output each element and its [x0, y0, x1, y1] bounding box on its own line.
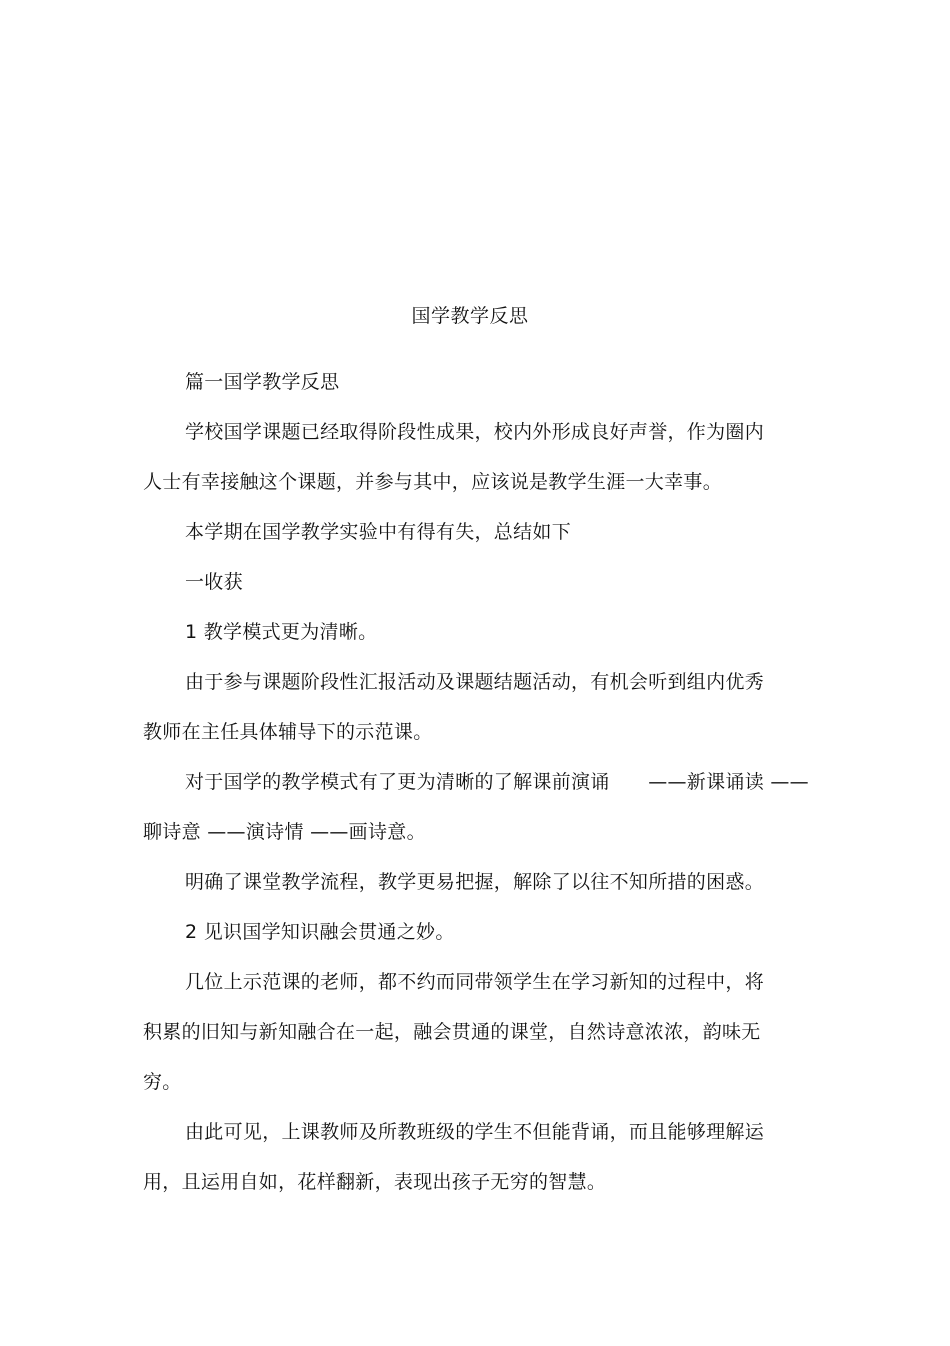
paragraph-line: 学校国学课题已经取得阶段性成果，校内外形成良好声誉，作为圈内 [185, 421, 765, 443]
subsection-heading: 一收获 [185, 571, 243, 593]
paragraph-line: 穷。 [143, 1071, 182, 1093]
paragraph-line: 教师在主任具体辅导下的示范课。 [143, 721, 433, 743]
document-title: 国学教学反思 [411, 305, 529, 327]
paragraph-line: 积累的旧知与新知融合在一起，融会贯通的课堂，自然诗意浓浓，韵味无 [143, 1021, 761, 1043]
paragraph-line: 对于国学的教学模式有了更为清晰的了解课前演诵 ——新课诵读 —— [185, 771, 809, 793]
paragraph-line: 几位上示范课的老师，都不约而同带领学生在学习新知的过程中，将 [185, 971, 765, 993]
paragraph-line: 由于参与课题阶段性汇报活动及课题结题活动，有机会听到组内优秀 [185, 671, 765, 693]
paragraph-line: 人士有幸接触这个课题，并参与其中，应该说是教学生涯一大幸事。 [143, 471, 723, 493]
numbered-heading: 1 教学模式更为清晰。 [185, 621, 378, 643]
numbered-heading: 2 见识国学知识融会贯通之妙。 [185, 921, 455, 943]
paragraph-line: 由此可见，上课教师及所教班级的学生不但能背诵，而且能够理解运 [185, 1121, 765, 1143]
paragraph-line: 聊诗意 ——演诗情 ——画诗意。 [143, 821, 426, 843]
section-heading: 篇一国学教学反思 [185, 371, 340, 393]
paragraph-line: 本学期在国学教学实验中有得有失，总结如下 [185, 521, 572, 543]
paragraph-line: 明确了课堂教学流程，教学更易把握，解除了以往不知所措的困惑。 [185, 871, 765, 893]
paragraph-line: 用，且运用自如，花样翻新，表现出孩子无穷的智慧。 [143, 1171, 607, 1193]
